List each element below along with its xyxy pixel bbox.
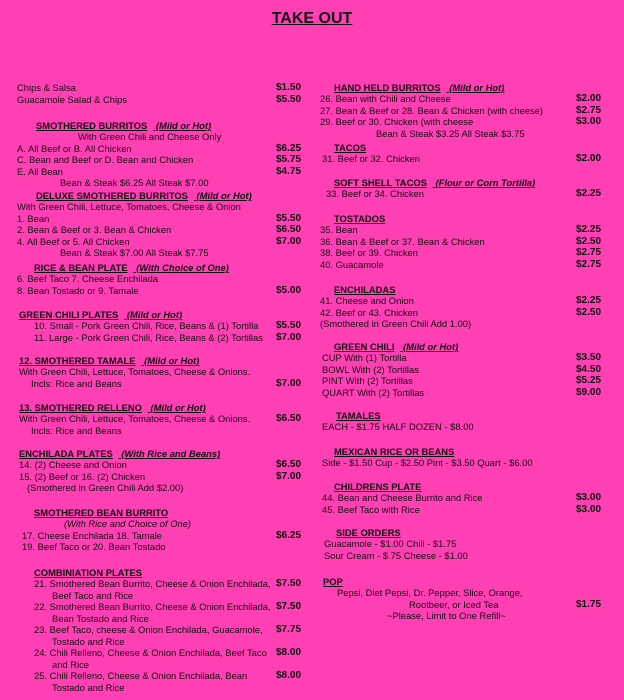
- menu-item-price: $2.00: [576, 93, 602, 104]
- menu-item: [0, 213, 310, 225]
- menu-item-text: E. All Bean: [17, 165, 63, 177]
- menu-item: [0, 682, 310, 694]
- menu-item-text: 8. Bean Tostado or 9. Tamale: [17, 284, 139, 296]
- menu-item-price: $1.50: [276, 82, 302, 93]
- menu-item: [0, 459, 310, 471]
- menu-item: [312, 93, 624, 105]
- menu-item-text: 17. Cheese Enchilada 18. Tamale: [22, 529, 163, 541]
- section-note: (Mild or Hot): [193, 190, 252, 201]
- menu-item-price: $7.00: [276, 377, 302, 389]
- section-title: COMBINIATION PLATES: [34, 567, 142, 578]
- menu-section: [0, 262, 310, 296]
- menu-item-text: C. Bean and Beef or D. Bean and Chicken: [17, 154, 194, 165]
- menu-item-price: $7.00: [276, 235, 302, 247]
- menu-item: [0, 670, 310, 682]
- menu-item: [0, 578, 310, 590]
- section-title: 12. SMOTHERED TAMALE: [19, 355, 136, 366]
- section-heading: [0, 402, 310, 413]
- menu-item-text: Tostado and Rice: [52, 681, 125, 693]
- menu-item-text: Tostado and Rice: [52, 635, 125, 647]
- menu-item: [312, 153, 624, 165]
- section-title: ENCHILADAS: [334, 284, 396, 295]
- menu-item: [312, 105, 624, 117]
- menu-item-text: 38. Beef or 39. Chicken: [320, 247, 418, 258]
- section-title: TAMALES: [336, 410, 381, 421]
- section-note: (With Choice of One): [133, 262, 229, 273]
- menu-item: [312, 318, 624, 330]
- menu-item-text: 36. Bean & Beef or 37. Bean & Chicken: [320, 235, 485, 247]
- menu-item: [0, 541, 310, 553]
- section-title: SMOTHERED BURRITOS: [36, 120, 148, 131]
- menu-item-text: 21. Smothered Bean Burrito, Cheese & Onion Enchilada,: [34, 578, 271, 589]
- menu-item-text: CUP With (1) Tortilla: [322, 352, 407, 363]
- menu-item-text: 31. Beef or 32. Chicken: [322, 153, 420, 164]
- menu-item: [0, 590, 310, 602]
- section-heading: [0, 190, 310, 201]
- section-note: (Mild or Hot): [147, 402, 206, 413]
- menu-item: [0, 366, 310, 378]
- menu-item-price: $8.00: [276, 647, 302, 658]
- menu-item: [0, 659, 310, 671]
- section-title: SOFT SHELL TACOS: [334, 177, 427, 188]
- section-heading: [312, 446, 624, 457]
- section-heading: [312, 142, 624, 153]
- menu-item-text: Rootbeer, or Iced Tea: [409, 598, 499, 610]
- menu-item-price: $2.50: [576, 306, 602, 318]
- section-title: POP: [323, 576, 343, 587]
- menu-item-text: 44. Bean and Cheese Burrito and Rice: [322, 492, 483, 503]
- menu-item-text: With Green Chili, Lettuce, Tomatoes, Cheese & Onions.: [19, 413, 251, 424]
- section-heading: [0, 507, 310, 518]
- menu-item-text: QUART With (2) Tortillas: [322, 386, 425, 398]
- menu-item-price: $2.25: [576, 295, 602, 306]
- menu-item-text: 11. Large - Pork Green Chili, Rice, Beans & (2) Tortillas: [34, 331, 263, 343]
- menu-item-text: Bean Tostado and Rice: [52, 612, 149, 624]
- menu-item-text: 33. Beef or 34. Chicken: [326, 188, 424, 199]
- menu-item: [312, 188, 624, 200]
- menu-item: [312, 128, 624, 140]
- section-heading: [312, 213, 624, 224]
- menu-item-price: $2.75: [576, 247, 602, 258]
- menu-section: [0, 507, 310, 553]
- menu-item-price: $6.50: [276, 224, 302, 235]
- menu-item: [0, 201, 310, 213]
- menu-item-price: $3.00: [576, 116, 602, 127]
- menu-item-price: $7.00: [276, 470, 302, 482]
- menu-item-text: 15. (2) Beef or 16. (2) Chicken: [19, 470, 146, 482]
- menu-item: [312, 375, 624, 387]
- section-title: GREEN CHILI: [334, 341, 395, 352]
- menu-item-text: (Smothered in Green Chili Add 1.00): [320, 318, 472, 329]
- menu-item-price: $2.00: [576, 153, 602, 164]
- menu-item: [0, 166, 310, 178]
- section-title: CHILDRENS PLATE: [334, 481, 422, 492]
- menu-item-text: 6. Beef Taco 7. Cheese Enchilada: [17, 273, 159, 284]
- menu-item-price: $8.00: [276, 670, 302, 681]
- section-heading: [0, 448, 310, 459]
- menu-section: [312, 446, 624, 469]
- menu-item-price: $2.75: [576, 104, 602, 116]
- section-title: SMOTHERED BEAN BURRITO: [34, 507, 169, 518]
- menu-item: [0, 224, 310, 236]
- menu-item-text: ~Please, Limit to One Refill~: [387, 610, 506, 621]
- menu-section: [0, 120, 310, 189]
- menu-item-price: $5.50: [276, 320, 302, 331]
- menu-item: [0, 236, 310, 248]
- menu-section: [312, 576, 624, 622]
- section-title: 13. SMOTHERED RELLENO: [19, 402, 142, 413]
- menu-item: [0, 154, 310, 166]
- section-heading: [0, 355, 310, 366]
- menu-item-text: Beef Taco and Rice: [52, 589, 134, 601]
- menu-item: [312, 116, 624, 128]
- menu-item-price: $7.00: [276, 331, 302, 343]
- menu-item-price: $6.50: [276, 459, 302, 470]
- section-title: MEXICAN RICE OR BEANS: [334, 446, 455, 457]
- menu-item: [312, 457, 624, 469]
- menu-item: [312, 352, 624, 364]
- menu-item-text: 25. Chili Relleno, Cheese & Onion Enchilada, Bean: [34, 670, 248, 681]
- menu-section: [312, 213, 624, 270]
- menu-item: [312, 504, 624, 516]
- menu-item: [0, 82, 310, 94]
- menu-item: [312, 610, 624, 622]
- menu-item-text: EACH - $1.75 HALF DOZEN - $8.00: [322, 421, 474, 432]
- section-title: HAND HELD BURRITOS: [334, 82, 441, 93]
- menu-item: [0, 413, 310, 425]
- section-title: TACOS: [334, 142, 367, 153]
- menu-item-price: $6.25: [276, 529, 302, 541]
- menu-item-text: 14. (2) Cheese and Onion: [19, 459, 127, 470]
- menu-section: [312, 177, 624, 200]
- menu-section: [312, 142, 624, 165]
- menu-item: [0, 143, 310, 155]
- menu-item-price: $5.25: [576, 375, 602, 386]
- menu-item-text: Incls: Rice and Beans: [31, 424, 122, 436]
- menu-section: [0, 402, 310, 436]
- section-note: (With Rice and Beans): [118, 448, 221, 459]
- menu-item: [312, 364, 624, 376]
- menu-item-text: (Smothered in Green Chili Add $2.00): [27, 482, 184, 493]
- menu-item-price: $3.00: [576, 503, 602, 515]
- menu-item-text: Side - $1.50 Cup - $2.50 Pint - $3.50 Quart - $6.00: [322, 457, 533, 468]
- menu-item-text: 10. Small - Pork Green Chili, Rice, Beans & (1) Tortilla: [34, 320, 259, 331]
- menu-item: [0, 177, 310, 189]
- section-heading: [0, 309, 310, 320]
- menu-item: [0, 613, 310, 625]
- section-heading: [312, 177, 624, 188]
- menu-section: [312, 410, 624, 433]
- section-heading: [0, 567, 310, 578]
- menu-item-price: $7.50: [276, 601, 302, 612]
- section-title: GREEN CHILI PLATES: [19, 309, 119, 320]
- menu-item-price: $5.50: [276, 93, 302, 105]
- menu-item-text: 45. Beef Taco with Rice: [322, 503, 420, 515]
- menu-item-text: 22. Smothered Bean Burrito, Cheese & Onion Enchilada,: [34, 601, 271, 612]
- menu-item-text: 41. Cheese and Onion: [320, 295, 414, 306]
- menu-item: [0, 425, 310, 437]
- menu-section: [312, 82, 624, 139]
- menu-item: [0, 624, 310, 636]
- menu-section: [0, 448, 310, 494]
- menu-item-price: $3.00: [576, 492, 602, 503]
- menu-item-text: 4. All Beef or 5. All Chicken: [17, 235, 130, 247]
- section-note: (Mild or Hot): [153, 120, 212, 131]
- section-heading: [312, 410, 624, 421]
- menu-item-price: $7.50: [276, 578, 302, 589]
- menu-item: [312, 247, 624, 259]
- menu-item-text: 40. Guacamole: [320, 258, 384, 270]
- menu-section: [312, 284, 624, 330]
- menu-item: [0, 647, 310, 659]
- menu-item: [312, 492, 624, 504]
- section-note: (Mild or Hot): [400, 341, 459, 352]
- menu-item: [0, 378, 310, 390]
- menu-item-price: $2.25: [576, 224, 602, 235]
- menu-item-price: $4.75: [276, 165, 302, 177]
- section-heading: [312, 576, 624, 587]
- menu-item: [0, 636, 310, 648]
- section-title: ENCHILADA PLATES: [19, 448, 113, 459]
- menu-section: [0, 567, 310, 693]
- menu-item-text: With Green Chili, Lettuce, Tomatoes, Cheese & Onion: [17, 201, 241, 212]
- menu-item: [312, 587, 624, 599]
- section-note: (Mild or Hot): [124, 309, 183, 320]
- section-heading: [312, 82, 624, 93]
- menu-item-price: $7.75: [276, 624, 302, 635]
- menu-item-price: $6.25: [276, 142, 302, 154]
- menu-item-text: 29. Beef or 30. Chicken (with cheese: [320, 116, 474, 127]
- menu-item-text: 19. Beef Taco or 20. Bean Tostado: [22, 541, 166, 552]
- menu-item-text: 2. Bean & Beef or 3. Bean & Chicken: [17, 224, 172, 235]
- menu-item-text: 1. Bean: [17, 212, 50, 224]
- menu-item-price: $5.75: [276, 154, 302, 165]
- section-title: RICE & BEAN PLATE: [34, 262, 128, 273]
- section-note: (Flour or Corn Tortilla): [432, 177, 536, 188]
- menu-section: [0, 309, 310, 343]
- menu-item: [0, 94, 310, 106]
- menu-section: [312, 341, 624, 398]
- menu-item: [312, 550, 624, 562]
- menu-item-price: $5.00: [276, 284, 302, 296]
- menu-item: [0, 518, 310, 530]
- menu-item-text: A. All Beef or B. All Chicken: [17, 142, 132, 154]
- menu-section: [0, 355, 310, 389]
- menu-item-price: $9.00: [576, 386, 602, 398]
- menu-item: [312, 224, 624, 236]
- menu-item-text: With Green Chili, Lettuce, Tomatoes, Cheese & Onions.: [19, 366, 251, 377]
- menu-section: [0, 190, 310, 259]
- section-heading: [312, 284, 624, 295]
- menu-section: [312, 527, 624, 561]
- menu-item-text: With Green Chili and Cheese Only: [78, 131, 222, 142]
- menu-item-text: 26. Bean with Chili and Cheese: [320, 93, 451, 104]
- menu-item: [0, 285, 310, 297]
- section-heading: [0, 120, 310, 131]
- menu-item-price: $2.50: [576, 235, 602, 247]
- menu-item-text: BOWL With (2) Tortillas: [322, 363, 419, 375]
- menu-item-text: and Rice: [52, 658, 90, 670]
- section-heading: [312, 341, 624, 352]
- menu-item: [312, 421, 624, 433]
- menu-item-text: Chips & Salsa: [17, 82, 76, 93]
- menu-item: [0, 471, 310, 483]
- menu-item-price: $5.50: [276, 212, 302, 224]
- menu-item: [312, 538, 624, 550]
- menu-item: [312, 307, 624, 319]
- menu-item-price: $1.75: [576, 598, 602, 610]
- menu-item: [0, 482, 310, 494]
- menu-item: [0, 320, 310, 332]
- menu-item-price: $6.50: [276, 413, 302, 424]
- menu-item-text: Sour Cream - $.75 Cheese - $1.00: [324, 549, 468, 561]
- section-heading: [312, 527, 624, 538]
- page-title: TAKE OUT: [271, 10, 353, 27]
- menu-item: [312, 236, 624, 248]
- menu-item-text: Bean & Steak $3.25 All Steak $3.75: [376, 127, 525, 139]
- menu-item: [312, 599, 624, 611]
- menu-item-text: Guacamole Salad & Chips: [17, 93, 127, 105]
- menu-section: [0, 82, 310, 105]
- menu-item-text: Guacamole - $1.00 Chili - $1.75: [324, 538, 457, 549]
- menu-item: [312, 387, 624, 399]
- menu-item-price: $2.25: [576, 188, 602, 199]
- menu-item-text: PINT With (2) Tortillas: [322, 375, 413, 386]
- menu-item-price: $3.50: [576, 352, 602, 363]
- menu-item: [0, 131, 310, 143]
- menu-item: [0, 273, 310, 285]
- menu-item-text: 24. Chili Relleno, Cheese & Onion Enchilada, Beef Taco: [34, 647, 267, 658]
- menu-item: [312, 295, 624, 307]
- menu-item: [0, 247, 310, 259]
- menu-item-text: 35. Bean: [320, 224, 358, 235]
- section-heading: [312, 481, 624, 492]
- menu-item-text: 27. Bean & Beef or 28. Bean & Chicken (with cheese): [320, 104, 544, 116]
- menu-item: [0, 601, 310, 613]
- menu-item-text: 23. Beef Taco, cheese & Onion Enchilada, Guacamole,: [34, 624, 263, 635]
- section-title: SIDE ORDERS: [336, 527, 401, 538]
- menu-item: [0, 530, 310, 542]
- menu-item-text: Bean & Steak $7.00 All Steak $7.75: [60, 247, 209, 258]
- menu-item-text: Bean & Steak $6.25 All Steak $7.00: [60, 177, 209, 188]
- section-heading: [0, 262, 310, 273]
- menu-item-text: 42. Beef or 43. Chicken: [320, 306, 418, 318]
- menu-item-price: $2.75: [576, 258, 602, 270]
- section-note: (Mild or Hot): [446, 82, 505, 93]
- section-note: (Mild or Hot): [141, 355, 200, 366]
- menu-item-text: Incls: Rice and Beans: [31, 377, 122, 389]
- section-title: DELUXE SMOTHERED BURRITOS: [36, 190, 188, 201]
- section-title: TOSTADOS: [334, 213, 386, 224]
- menu-item-text: Pepsi, Diet Pepsi, Dr. Pepper, Slice, Orange,: [337, 587, 523, 598]
- menu-item-price: $4.50: [576, 363, 602, 375]
- menu-item-text: (With Rice and Choice of One): [64, 518, 192, 529]
- menu-item: [312, 259, 624, 271]
- menu-section: [312, 481, 624, 515]
- menu-item: [0, 332, 310, 344]
